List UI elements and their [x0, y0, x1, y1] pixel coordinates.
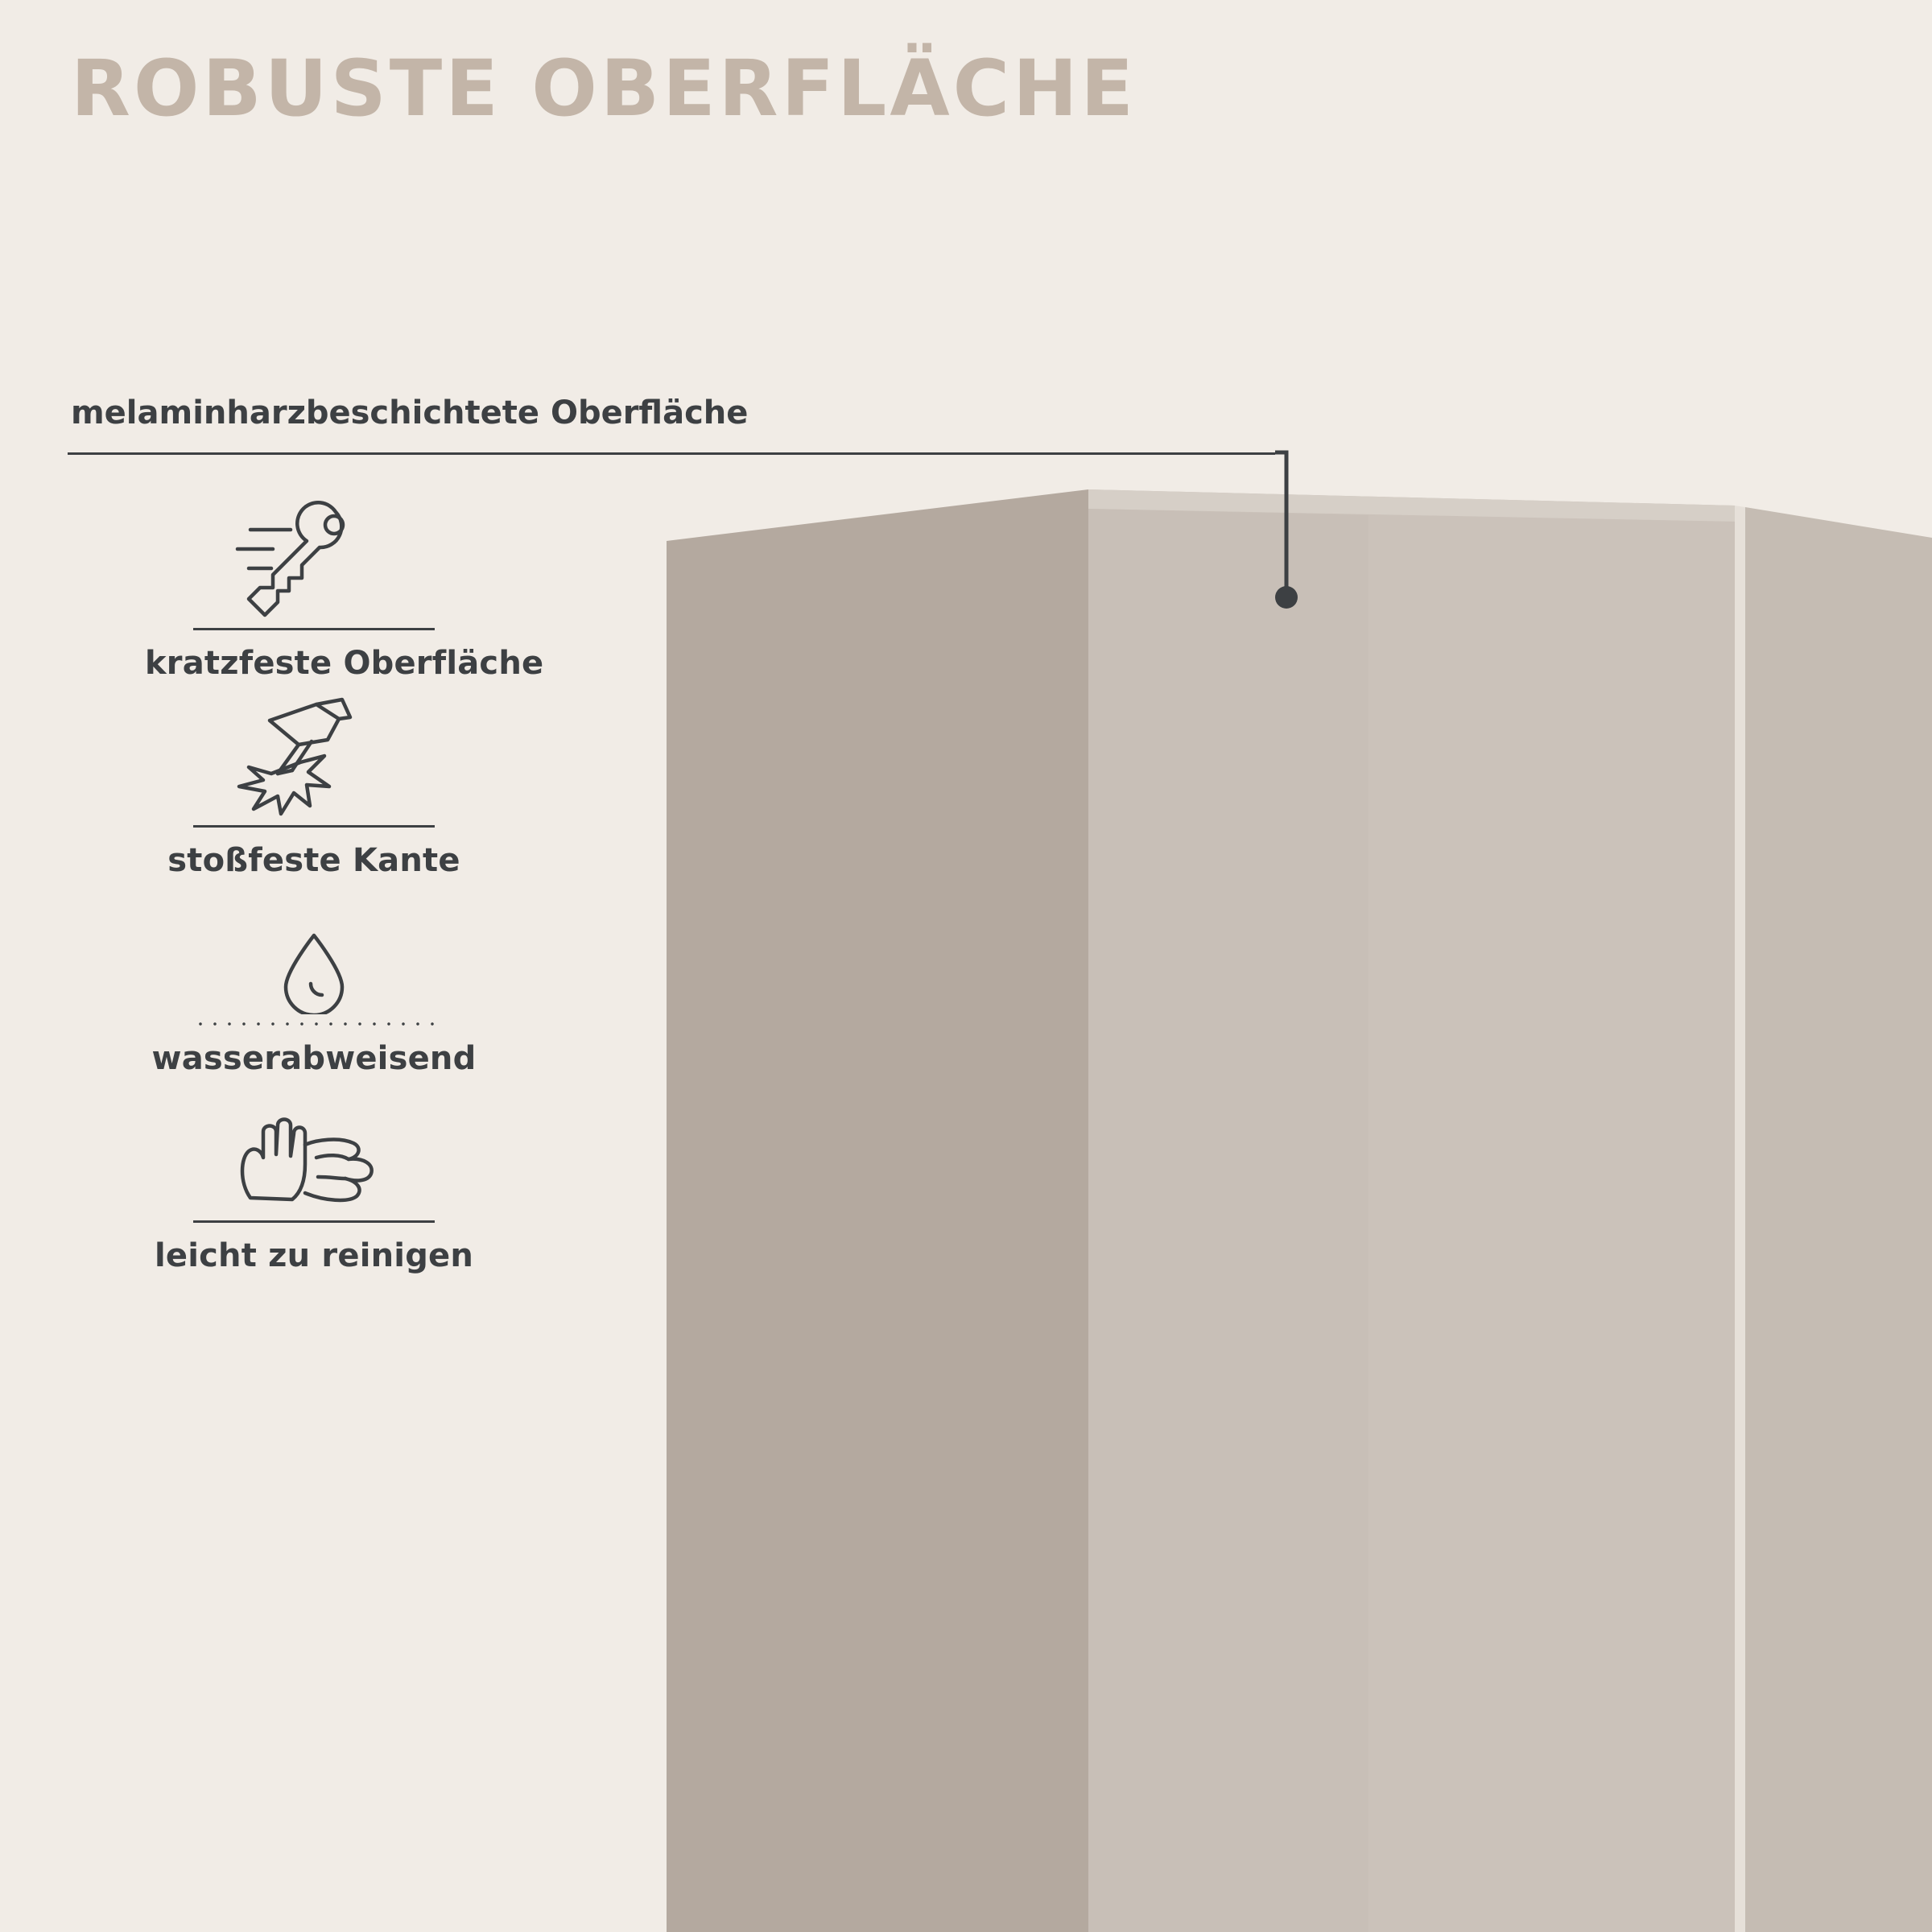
cabinet-top-edge [1088, 489, 1739, 522]
callout-rule [68, 452, 1275, 455]
cabinet-door-gap [1735, 506, 1745, 1932]
cabinet-side-panel [667, 489, 1088, 1932]
water-drop-icon [145, 894, 483, 1014]
feature-item [145, 499, 544, 682]
callout-label: melaminharzbeschichtete Oberfläche [71, 394, 749, 431]
feature-divider-dotted [193, 1022, 435, 1026]
feature-divider [193, 1220, 435, 1223]
feature-label: stoßfeste Kante [167, 842, 460, 879]
cabinet-front-shading [1088, 509, 1368, 1932]
cabinet-right-door [1745, 507, 1932, 1932]
wiping-hand-cloth-icon [145, 1092, 483, 1212]
callout-leader-line [1275, 452, 1286, 592]
feature-item [145, 1092, 483, 1274]
feature-label: leicht zu reinigen [154, 1237, 474, 1274]
feature-divider [193, 628, 435, 630]
feature-label: kratzfeste Oberfläche [145, 645, 544, 682]
feature-item [145, 894, 483, 1077]
key-scratch-icon [145, 499, 483, 620]
callout-dot [1275, 586, 1298, 609]
hammer-impact-icon [145, 696, 483, 817]
feature-list [145, 499, 544, 1289]
cabinet-front-door [1088, 489, 1735, 1932]
page-title: ROBUSTE OBERFLÄCHE [71, 43, 1137, 134]
feature-item [145, 696, 483, 879]
feature-label: wasserabweisend [151, 1040, 477, 1077]
feature-divider [193, 825, 435, 828]
